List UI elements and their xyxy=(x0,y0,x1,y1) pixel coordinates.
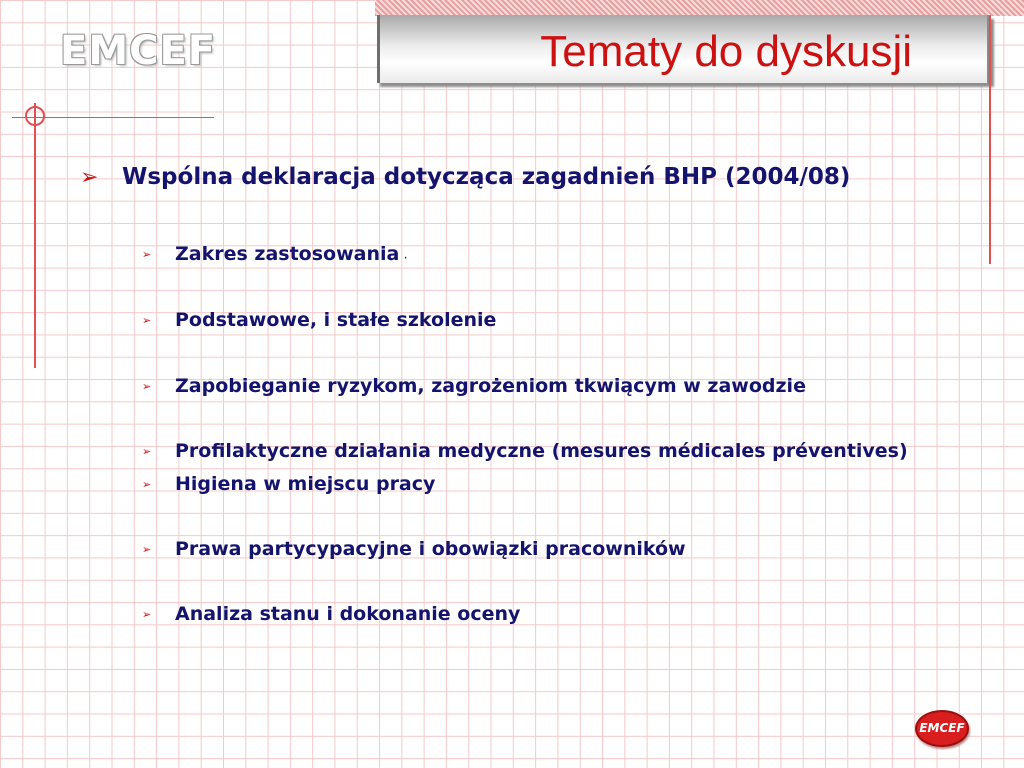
emcef-badge-text: EMCEF xyxy=(919,721,965,735)
sub-bullet-text: Zapobieganie ryzykom, zagrożeniom tkwiącym w zawodzie xyxy=(175,375,806,397)
arrow-bullet-icon: ➢ xyxy=(142,379,152,393)
emcef-badge-logo xyxy=(915,710,969,747)
emcef-logo-text: EMCEF xyxy=(60,28,217,74)
arrow-bullet-icon: ➢ xyxy=(142,542,152,556)
slide-title: Tematy do dyskusji xyxy=(540,27,912,76)
sub-bullet-item xyxy=(142,473,435,495)
main-bullet-text: Wspólna deklaracja dotycząca zagadnień BHP (2004/08) xyxy=(122,164,851,190)
sub-bullet-text: Podstawowe, i stałe szkolenie xyxy=(175,309,497,331)
arrow-bullet-icon: ➢ xyxy=(142,607,152,621)
sub-bullet-text: Prawa partycypacyjne i obowiązki pracowników xyxy=(175,538,686,560)
decorative-line-left xyxy=(34,103,36,368)
arrow-bullet-icon: ➢ xyxy=(142,444,152,458)
sub-bullet-text: Higiena w miejscu pracy xyxy=(175,473,436,495)
sub-bullet-text: Analiza stanu i dokonanie oceny xyxy=(175,603,521,625)
sub-bullet-text: Profilaktyczne działania medyczne (mesures médicales préventives) xyxy=(175,440,908,462)
sub-bullet-item xyxy=(142,309,496,331)
sub-bullet-item xyxy=(142,243,408,265)
crosshair-circle-icon xyxy=(25,106,45,126)
decorative-line-right xyxy=(989,16,991,264)
sub-bullet-suffix: . xyxy=(399,247,408,263)
arrow-bullet-icon: ➢ xyxy=(142,247,152,261)
arrow-bullet-icon: ➢ xyxy=(142,313,152,327)
title-stripe-decoration xyxy=(375,0,1024,16)
arrow-bullet-icon: ➢ xyxy=(80,165,99,190)
sub-bullet-item xyxy=(142,603,520,625)
sub-bullet-item xyxy=(142,538,686,560)
sub-bullet-text: Zakres zastosowania xyxy=(175,243,400,265)
sub-bullet-item xyxy=(142,440,908,462)
sub-bullet-item xyxy=(142,375,806,397)
arrow-bullet-icon: ➢ xyxy=(142,477,152,491)
